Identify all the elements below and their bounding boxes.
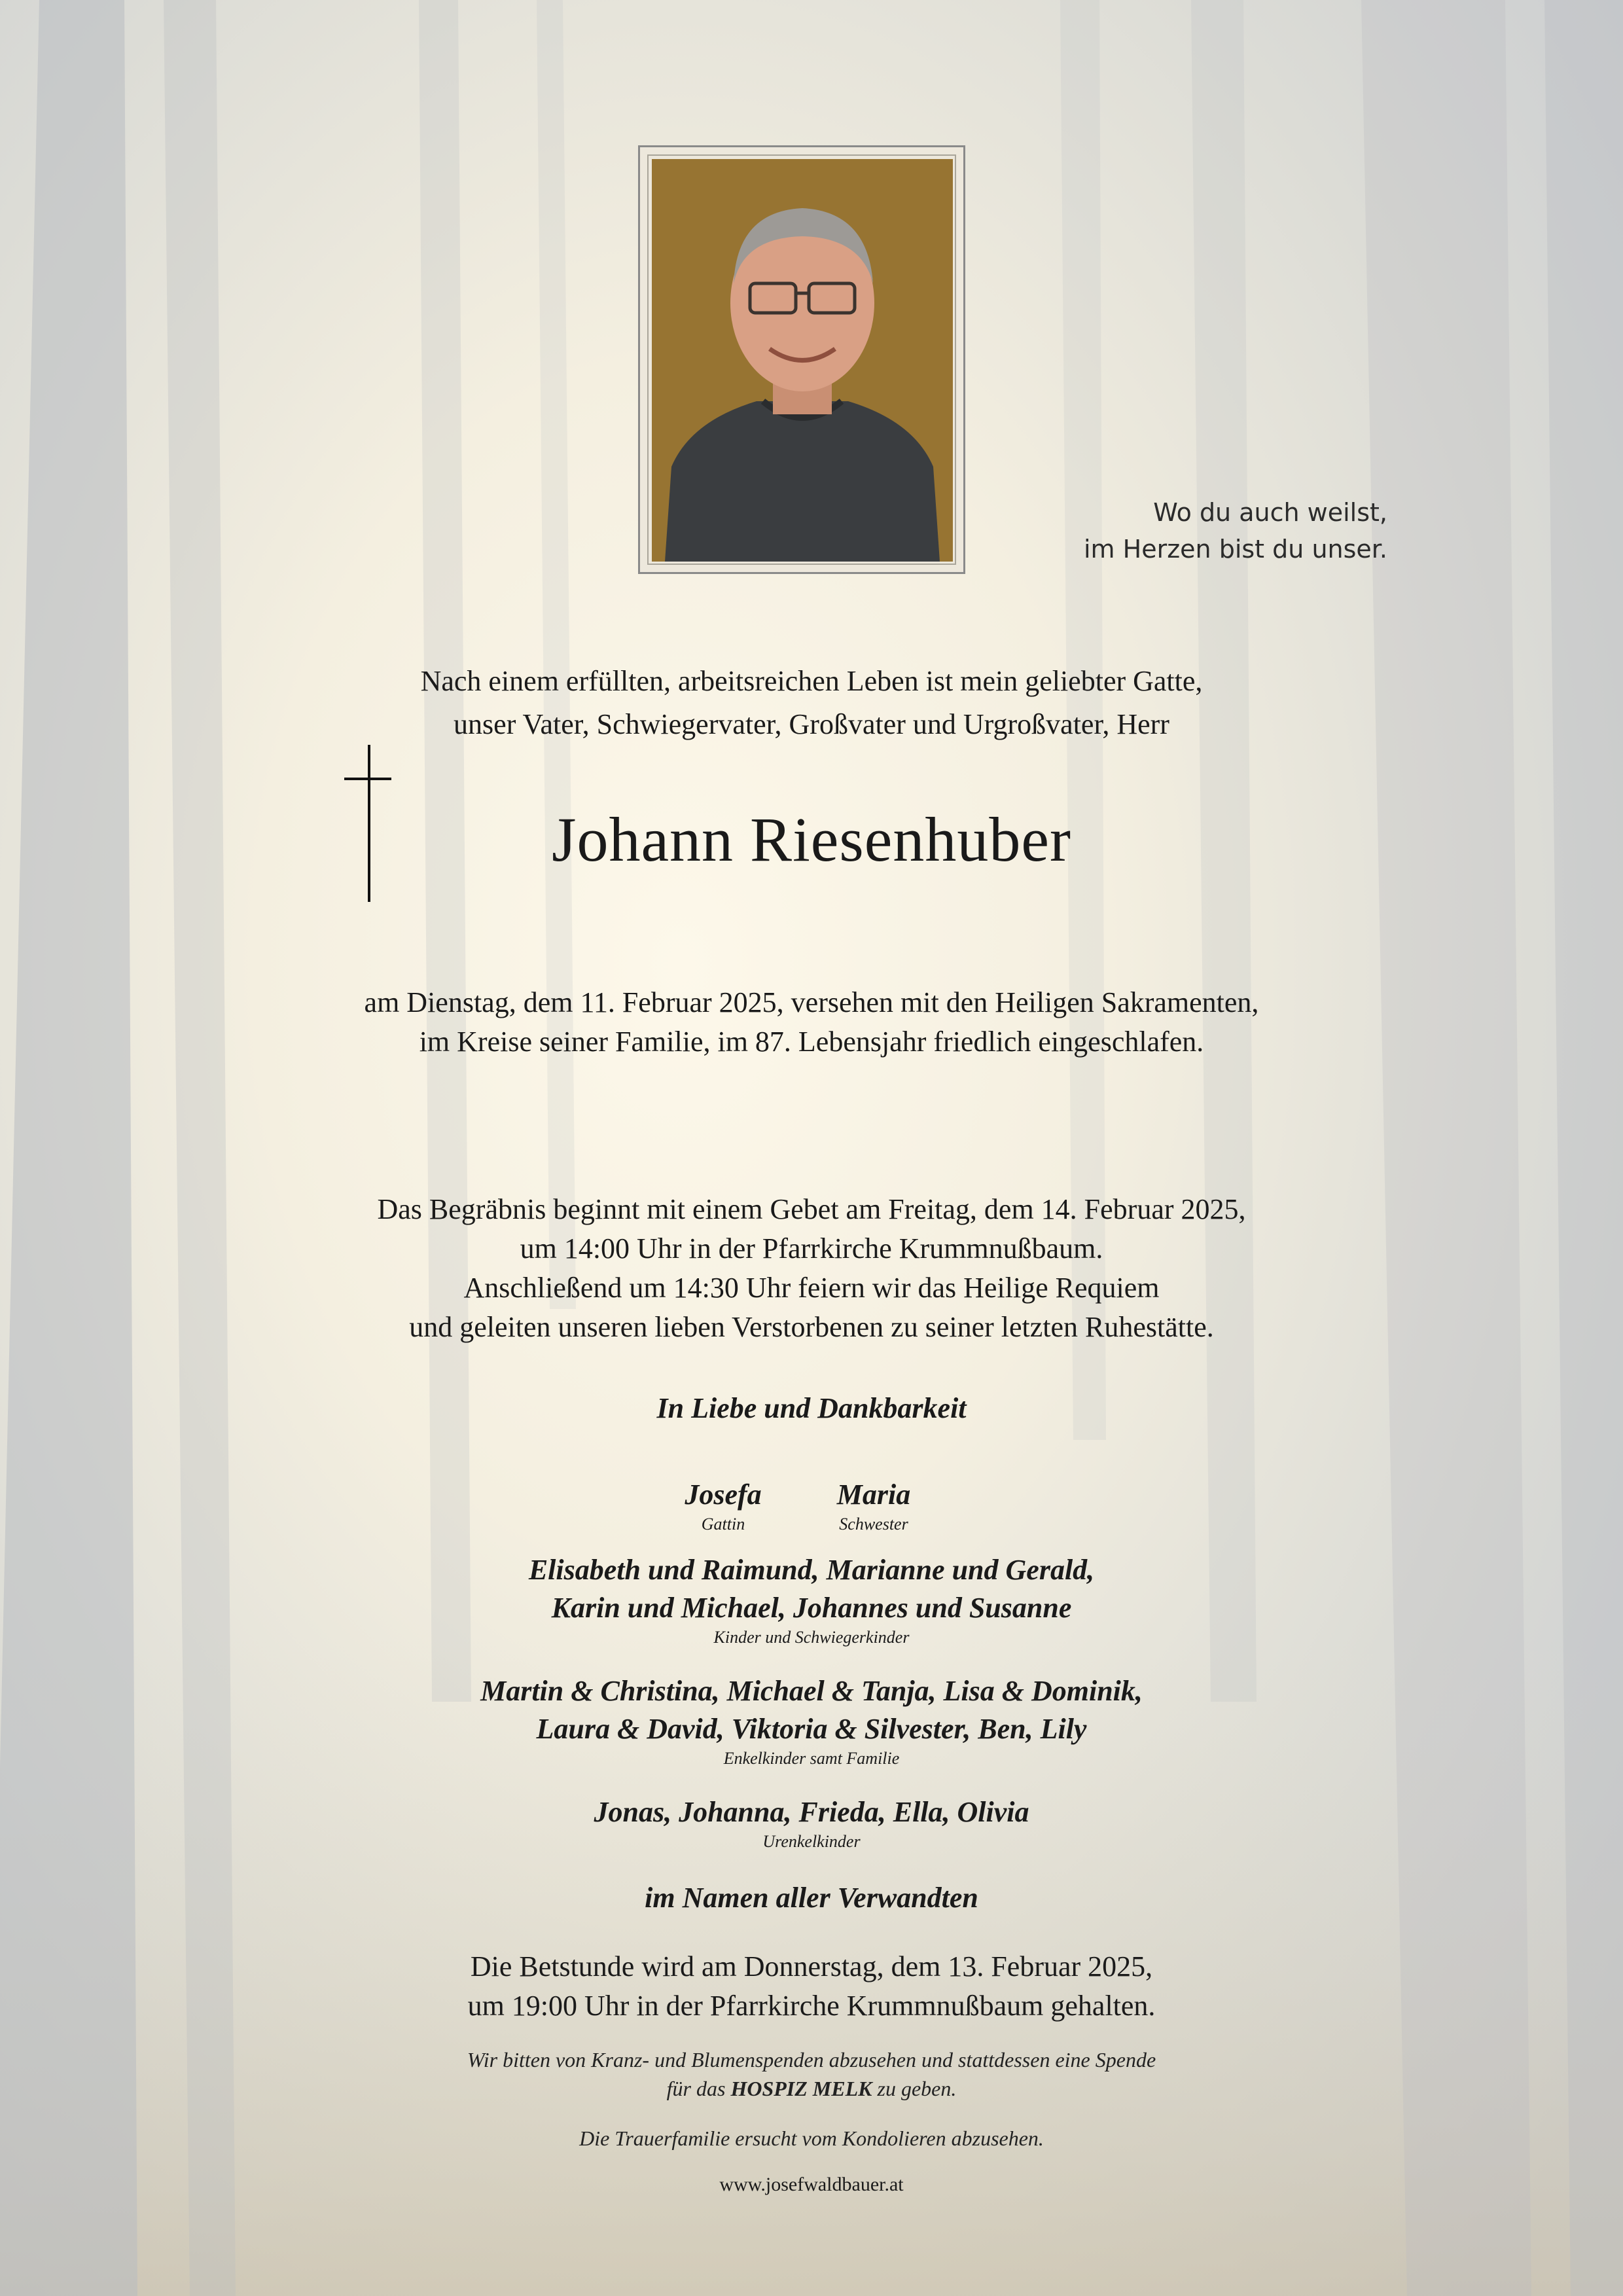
donation-line-1: Wir bitten von Kranz- und Blumenspenden abzusehen und stattdessen eine Spende bbox=[467, 2048, 1156, 2072]
mourners-title: In Liebe und Dankbarkeit bbox=[656, 1392, 967, 1424]
prayer-hour bbox=[0, 1947, 1623, 2026]
grandchildren-group bbox=[0, 1672, 1623, 1769]
death-notice bbox=[0, 983, 1623, 1062]
intro-line-2: unser Vater, Schwiegervater, Großvater und Urgroßvater, Herr bbox=[454, 708, 1169, 740]
prayer-line-1: Die Betstunde wird am Donnerstag, dem 13. Februar 2025, bbox=[470, 1950, 1153, 1982]
funeral-line-3: Anschließend um 14:30 Uhr feiern wir das Heilige Requiem bbox=[463, 1272, 1160, 1304]
portrait-photo bbox=[652, 159, 953, 562]
funeral-line-2: um 14:00 Uhr in der Pfarrkirche Krummnußbaum. bbox=[520, 1232, 1103, 1265]
wife-name: Josefa bbox=[685, 1479, 762, 1511]
condolence-notice: Die Trauerfamilie ersucht vom Kondolieren abzusehen. bbox=[579, 2126, 1044, 2150]
website: www.josefwaldbauer.at bbox=[719, 2174, 904, 2195]
sister-name: Maria bbox=[836, 1479, 911, 1511]
deceased-name: Johann Riesenhuber bbox=[552, 804, 1071, 874]
great-grandchildren-relation: Urenkelkinder bbox=[762, 1832, 861, 1851]
intro-line-1: Nach einem erfüllten, arbeitsreichen Leben ist mein geliebter Gatte, bbox=[420, 665, 1203, 697]
grandchildren-line-1: Martin & Christina, Michael & Tanja, Lisa & Dominik, bbox=[480, 1675, 1143, 1707]
spouse-and-sister bbox=[0, 1476, 1623, 1548]
intro-text bbox=[0, 660, 1623, 746]
children-line-1: Elisabeth und Raimund, Marianne und Gerald, bbox=[528, 1554, 1095, 1586]
death-line-2: im Kreise seiner Familie, im 87. Lebensjahr friedlich eingeschlafen. bbox=[419, 1026, 1204, 1058]
donation-recipient: HOSPIZ MELK bbox=[730, 2077, 872, 2100]
funeral-line-1: Das Begräbnis beginnt mit einem Gebet am Freitag, dem 14. Februar 2025, bbox=[377, 1193, 1246, 1225]
quote-line-2: im Herzen bist du unser. bbox=[1083, 535, 1387, 564]
portrait-frame bbox=[638, 145, 965, 574]
children-relation: Kinder und Schwiegerkinder bbox=[713, 1628, 910, 1647]
donation-line-2 bbox=[0, 2074, 1623, 2103]
funeral-details bbox=[0, 1190, 1623, 1347]
funeral-line-4: und geleiten unseren lieben Verstorbenen zu seiner letzten Ruhestätte. bbox=[409, 1311, 1214, 1343]
quote-line-1: Wo du auch weilst, bbox=[1153, 498, 1387, 527]
sister bbox=[776, 1476, 972, 1535]
grandchildren-relation: Enkelkinder samt Familie bbox=[723, 1749, 900, 1768]
great-grandchildren-line-1: Jonas, Johanna, Frieda, Ella, Olivia bbox=[594, 1796, 1029, 1828]
children-group bbox=[0, 1551, 1623, 1648]
grandchildren-line-2: Laura & David, Viktoria & Silvester, Ben, Lily bbox=[536, 1713, 1087, 1745]
sister-relation: Schwester bbox=[839, 1515, 908, 1534]
donation-notice bbox=[0, 2045, 1623, 2103]
donation-line-2-post: zu geben. bbox=[872, 2077, 957, 2100]
wife-relation: Gattin bbox=[701, 1515, 745, 1534]
death-line-1: am Dienstag, dem 11. Februar 2025, versehen mit den Heiligen Sakramenten, bbox=[364, 986, 1259, 1018]
prayer-line-2: um 19:00 Uhr in der Pfarrkirche Krummnußbaum gehalten. bbox=[467, 1990, 1156, 2022]
mourners-closing: im Namen aller Verwandten bbox=[645, 1882, 978, 1914]
donation-line-2-pre: für das bbox=[666, 2077, 731, 2100]
children-line-2: Karin und Michael, Johannes und Susanne bbox=[551, 1592, 1072, 1624]
great-grandchildren-group bbox=[0, 1793, 1623, 1852]
quote bbox=[1021, 494, 1387, 567]
